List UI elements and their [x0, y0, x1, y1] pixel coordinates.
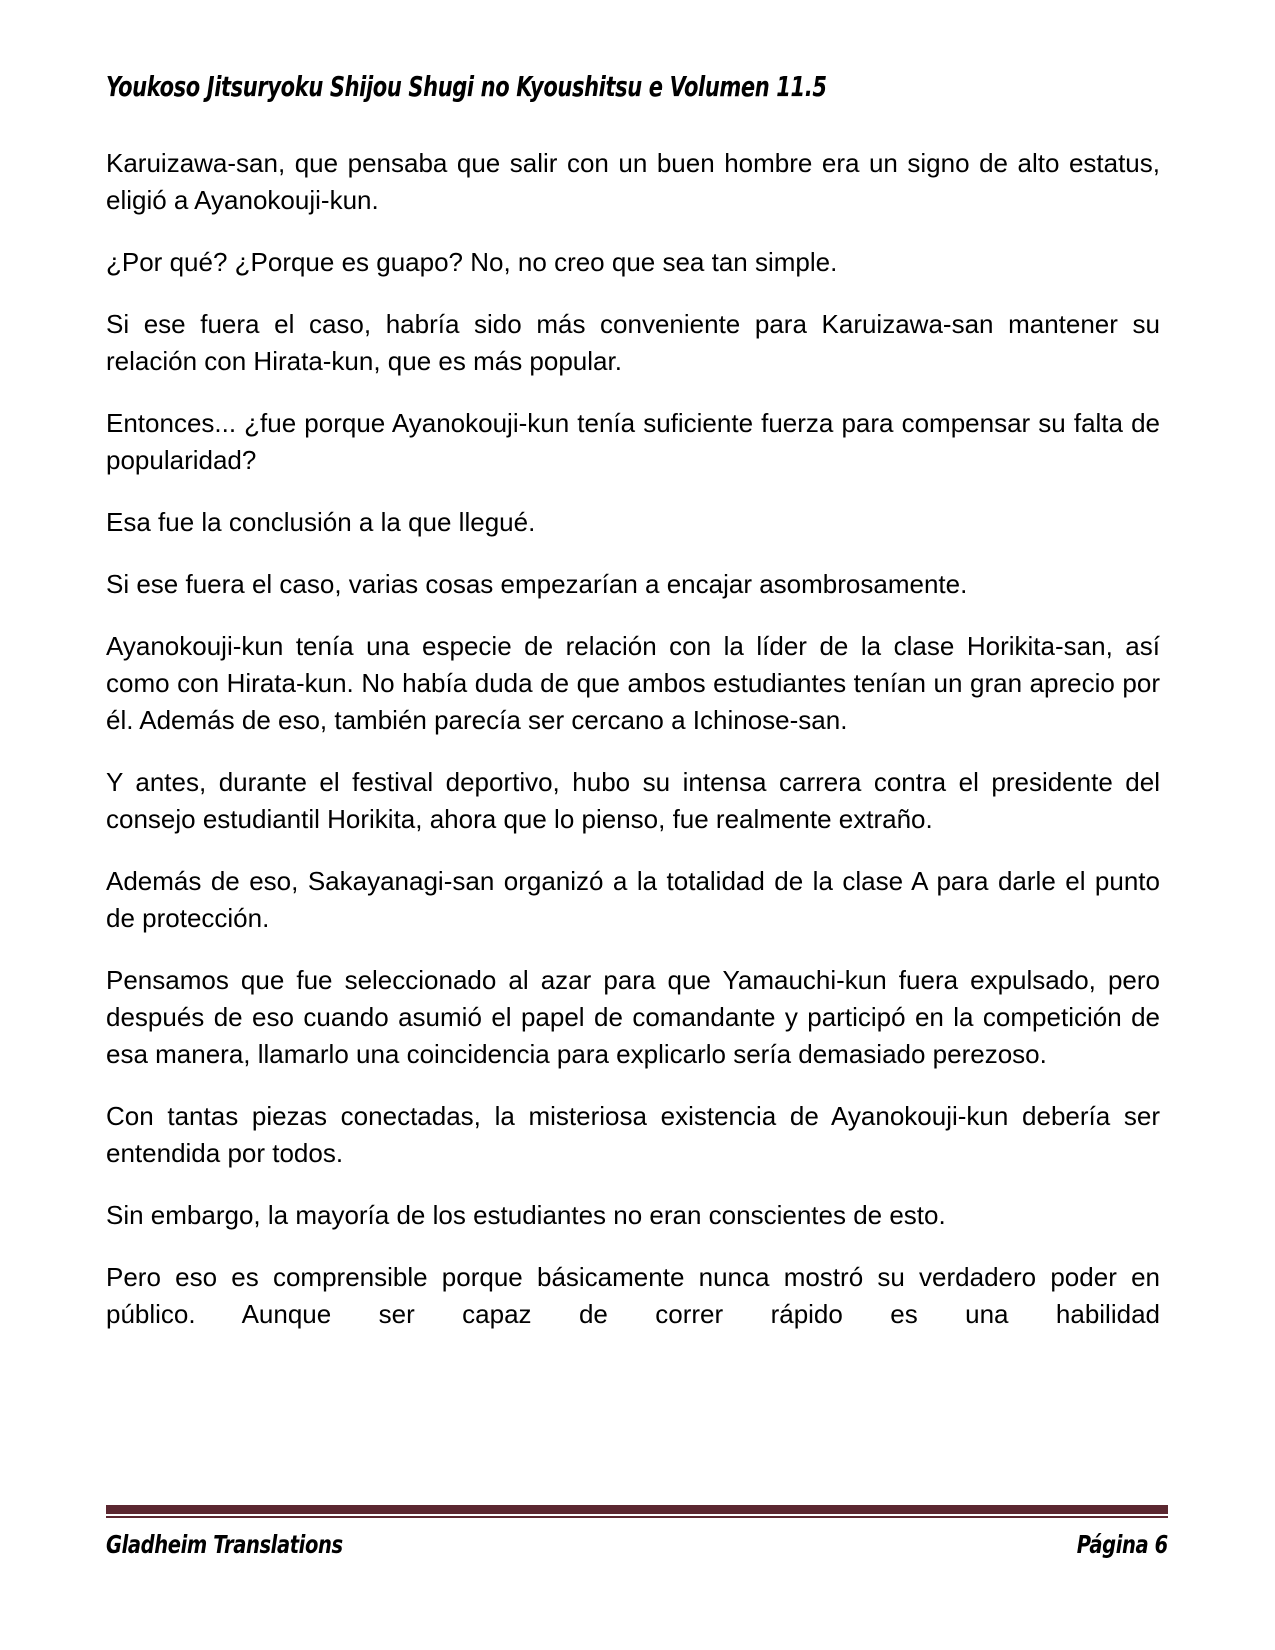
- paragraph: Pero eso es comprensible porque básicamente nunca mostró su verdadero poder en público. Aunque ser capaz de correr rápido es una habilidad: [106, 1262, 1160, 1329]
- page-header-title: Youkoso Jitsuryoku Shijou Shugi no Kyoushitsu e Volumen 11.5: [106, 70, 827, 103]
- paragraph: Sin embargo, la mayoría de los estudiantes no eran conscientes de esto.: [106, 1200, 946, 1230]
- page-footer: [106, 1530, 1168, 1559]
- footer-separator-rule: [106, 1505, 1168, 1518]
- paragraph: Si ese fuera el caso, habría sido más conveniente para Karuizawa-san mantener su relación con Hirata-kun, que es más popular.: [106, 309, 1160, 376]
- page-header: [106, 70, 1160, 103]
- paragraph: Si ese fuera el caso, varias cosas empezarían a encajar asombrosamente.: [106, 569, 968, 599]
- paragraph: Entonces... ¿fue porque Ayanokouji-kun tenía suficiente fuerza para compensar su falta de popularidad?: [106, 408, 1160, 475]
- page-body: [106, 145, 1160, 1358]
- paragraph: Y antes, durante el festival deportivo, hubo su intensa carrera contra el presidente del consejo estudiantil Horikita, ahora que lo pienso, fue realmente extraño.: [106, 767, 1160, 834]
- paragraph: Karuizawa-san, que pensaba que salir con un buen hombre era un signo de alto estatus, eligió a Ayanokouji-kun.: [106, 148, 1160, 215]
- footer-translator-credit: Gladheim Translations: [106, 1530, 343, 1559]
- paragraph: Esa fue la conclusión a la que llegué.: [106, 507, 536, 537]
- paragraph: Además de eso, Sakayanagi-san organizó a la totalidad de la clase A para darle el punto de protección.: [106, 866, 1160, 933]
- paragraph: ¿Por qué? ¿Porque es guapo? No, no creo que sea tan simple.: [106, 247, 838, 277]
- paragraph: Ayanokouji-kun tenía una especie de relación con la líder de la clase Horikita-san, así como con Hirata-kun. No había duda de que ambos estudiantes tenían un gran aprecio por él. Además de eso, también parecía ser cercano a Ichinose-san.: [106, 631, 1160, 735]
- footer-page-number: Página 6: [1076, 1530, 1168, 1559]
- paragraph: Con tantas piezas conectadas, la misteriosa existencia de Ayanokouji-kun debería ser entendida por todos.: [106, 1101, 1160, 1168]
- paragraph: Pensamos que fue seleccionado al azar para que Yamauchi-kun fuera expulsado, pero después de eso cuando asumió el papel de comandante y participó en la competición de esa manera, llamarlo una coincidencia para explicarlo sería demasiado perezoso.: [106, 965, 1160, 1069]
